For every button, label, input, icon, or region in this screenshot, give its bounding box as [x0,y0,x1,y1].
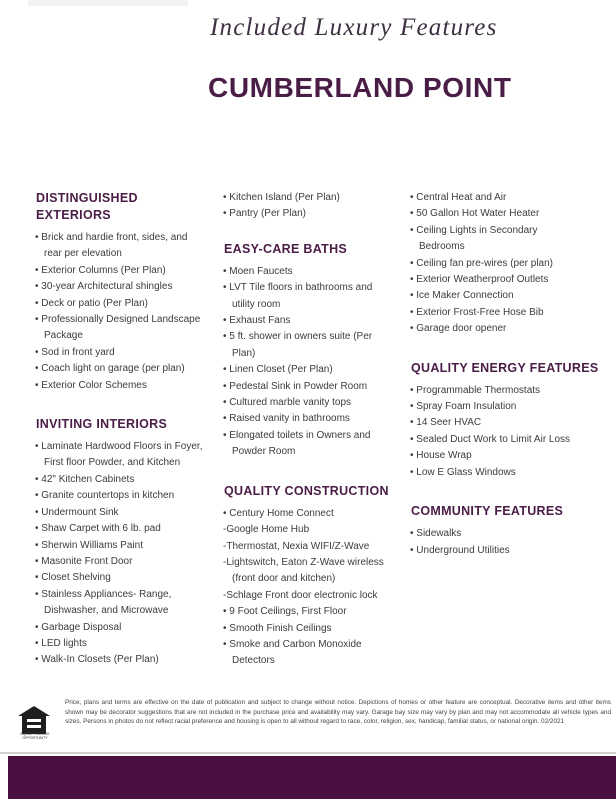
feature-item-text: • Exterior Columns (Per Plan) [35,264,166,276]
features-column-2 [223,190,405,692]
feature-item-text: • Exterior Weatherproof Outlets [410,274,549,286]
features-column-3 [410,190,610,581]
page-tagline: Included Luxury Features [210,14,498,41]
feature-item [35,488,215,504]
feature-item [223,621,405,637]
feature-item [223,395,405,411]
top-tab-decoration [28,0,188,6]
feature-item-text: • Cultured marble vanity tops [223,397,352,409]
feature-item [35,296,215,312]
feature-section [223,241,405,461]
section-heading [224,241,405,258]
legal-disclaimer: Price, plans and terms are effective on the date of publication and subject to change without notice. Depictions of homes or other feature are conceptual. Decorative items and other items shown may be decorator suggestions that are not included in the purchase price and availability may vary. Garage bay size may vary by plan and may not accommodate all vehicle types and sizes. Persons in photos do not reflect racial preference and housing is open to all without regard to race, color, religion, sex, handicap, familial status, or national origin. 02/2021 [65,699,611,726]
feature-item [410,288,610,304]
feature-item-text: • Elongated toilets in Owners and [223,429,371,441]
section-heading [411,360,610,377]
feature-item-text: • Underground Utilities [410,544,510,556]
feature-item [35,505,215,521]
feature-item-text: • Masonite Front Door [35,555,133,567]
feature-item-text: -Schlage Front door electronic lock [223,589,378,601]
feature-list [410,383,610,481]
feature-item-text: • LVT Tile floors in bathrooms and [223,282,373,294]
feature-item [35,570,215,586]
feature-item-text: • Sherwin Williams Paint [35,539,143,551]
feature-item [223,313,405,329]
feature-item-text: • Stainless Appliances- Range, [35,588,172,600]
feature-item [223,555,405,588]
feature-section [35,190,215,394]
feature-item-text: • Coach light on garage (per plan) [35,363,185,375]
feature-item [35,279,215,295]
feature-item-text: • Garbage Disposal [35,621,122,633]
feature-item [410,272,610,288]
feature-item-text: • 30-year Architectural shingles [35,281,173,293]
feature-item [35,439,215,472]
section-heading [36,190,215,224]
feature-item-text: • Kitchen Island (Per Plan) [223,192,340,203]
feature-item-text: • 5 ft. shower in owners suite (Per [223,331,373,343]
feature-item [223,522,405,538]
feature-item [35,587,215,620]
feature-item [410,543,610,559]
feature-item [223,280,405,313]
feature-item-text: • Linen Closet (Per Plan) [223,364,333,376]
equal-housing-caption: EQUAL HOUSING OPPORTUNITY [20,732,50,740]
feature-item [35,263,215,279]
section-heading-line: EASY-CARE BATHS [224,241,348,256]
feature-item-text: • Exterior Frost-Free Hose Bib [410,306,544,318]
feature-item-text: • 50 Gallon Hot Water Heater [410,208,540,220]
feature-item [35,652,215,668]
feature-item [410,256,610,272]
section-heading [411,503,610,520]
feature-item-continuation: First floor Powder, and Kitchen [44,457,181,469]
feature-item [223,379,405,395]
features-column-1 [35,190,215,691]
feature-item [410,383,610,399]
feature-item-text: • Sealed Duct Work to Limit Air Loss [410,433,571,445]
feature-item-text: • Ceiling Lights in Secondary [410,224,538,236]
feature-item-text: • Sidewalks [410,528,462,540]
feature-item-text: • Professionally Designed Landscape [35,314,201,326]
feature-item [410,399,610,415]
feature-item-text: • Raised vanity in bathrooms [223,413,350,425]
feature-item [35,538,215,554]
section-heading-line: INVITING INTERIORS [36,417,168,432]
feature-item [35,345,215,361]
feature-list [410,190,610,338]
footer [12,698,611,746]
feature-item-text: • Laminate Hardwood Floors in Foyer, [35,441,203,453]
feature-section [223,483,405,670]
feature-item-continuation: Plan) [232,347,256,359]
feature-item-text: • Undermount Sink [35,506,119,518]
feature-item [35,620,215,636]
feature-item-text: • House Wrap [410,450,472,462]
feature-section [223,190,405,223]
feature-item-text: • Brick and hardie front, sides, and [35,232,188,243]
footer-brand-bar [8,756,616,799]
feature-item-text: -Google Home Hub [223,524,310,536]
feature-item-text: • Programmable Thermostats [410,384,541,396]
feature-item [223,362,405,378]
feature-item [410,206,610,222]
section-heading-line: QUALITY ENERGY FEATURES [411,360,599,375]
feature-item [223,604,405,620]
feature-item [35,472,215,488]
feature-list [35,439,215,669]
feature-item-text: • Closet Shelving [35,572,111,584]
feature-item-text: • Sod in front yard [35,346,115,358]
feature-section [410,503,610,559]
feature-item-continuation: utility room [232,298,281,310]
feature-item [35,554,215,570]
section-heading-line: DISTINGUISHED [36,191,138,205]
feature-list [223,190,405,223]
feature-item-text: • Granite countertops in kitchen [35,490,175,502]
section-heading-line: COMMUNITY FEATURES [411,504,564,519]
section-heading-line: EXTERIORS [36,208,111,222]
feature-item [410,526,610,542]
footer-divider [0,752,616,754]
feature-item-continuation: Dishwasher, and Microwave [44,605,169,617]
feature-item-text: • Garage door opener [410,323,507,335]
feature-section [410,360,610,481]
feature-item-text: -Thermostat, Nexia WIFI/Z-Wave [223,540,370,552]
feature-item-text: • 42" Kitchen Cabinets [35,473,135,485]
feature-item [223,506,405,522]
feature-item [223,428,405,461]
feature-item-text: • 9 Foot Ceilings, First Floor [223,606,347,618]
feature-item-continuation: rear per elevation [44,248,122,260]
feature-item-text: • Smooth Finish Ceilings [223,622,332,634]
feature-item-text: • Central Heat and Air [410,192,507,203]
feature-item [410,432,610,448]
feature-item-text: • 14 Seer HVAC [410,417,482,429]
feature-item-text: • Pantry (Per Plan) [223,208,306,220]
feature-item [35,230,215,263]
feature-item-text: • Moen Faucets [223,265,293,277]
feature-section [35,416,215,669]
feature-item-text: • Exterior Color Schemes [35,379,147,391]
feature-item [35,361,215,377]
feature-item [223,411,405,427]
feature-item [35,636,215,652]
feature-item-text: • Low E Glass Windows [410,466,516,478]
feature-item-continuation: Detectors [232,655,275,667]
feature-list [410,526,610,559]
feature-item-text: • Deck or patio (Per Plan) [35,297,148,309]
feature-item-text: • Walk-In Closets (Per Plan) [35,654,159,666]
feature-item-text: • Smoke and Carbon Monoxide [223,638,362,650]
section-heading-line: QUALITY CONSTRUCTION [224,483,389,498]
feature-item [223,329,405,362]
feature-item-text: • Pedestal Sink in Powder Room [223,380,368,392]
feature-section [410,190,610,338]
feature-item-text: • Exhaust Fans [223,315,291,327]
feature-list [223,506,405,670]
feature-item-continuation: Package [44,330,83,342]
feature-item [223,264,405,280]
feature-item [410,190,610,206]
feature-item [410,223,610,256]
feature-item [223,539,405,555]
feature-item-text: -Lightswitch, Eaton Z-Wave wireless [223,556,384,568]
feature-item-text: • Ceiling fan pre-wires (per plan) [410,257,554,269]
feature-item [223,206,405,222]
feature-item [35,378,215,394]
feature-list [35,230,215,394]
feature-item-continuation: Powder Room [232,446,296,458]
feature-item [223,190,405,206]
section-heading [224,483,405,500]
feature-list [223,264,405,461]
feature-item [410,321,610,337]
feature-item [410,465,610,481]
feature-item [223,588,405,604]
feature-item-text: • LED lights [35,637,87,649]
feature-item-text: • Century Home Connect [223,507,334,519]
feature-item [223,637,405,670]
feature-item [410,415,610,431]
feature-item [410,305,610,321]
feature-item-continuation: (front door and kitchen) [232,573,336,585]
feature-item [35,521,215,537]
feature-item [410,448,610,464]
feature-item-text: • Shaw Carpet with 6 lb. pad [35,523,161,535]
page-title: CUMBERLAND POINT [208,72,512,103]
section-heading [36,416,215,433]
feature-item-continuation: Bedrooms [419,241,465,253]
feature-item-text: • Spray Foam Insulation [410,401,517,413]
feature-item-text: • Ice Maker Connection [410,290,514,302]
feature-item [35,312,215,345]
